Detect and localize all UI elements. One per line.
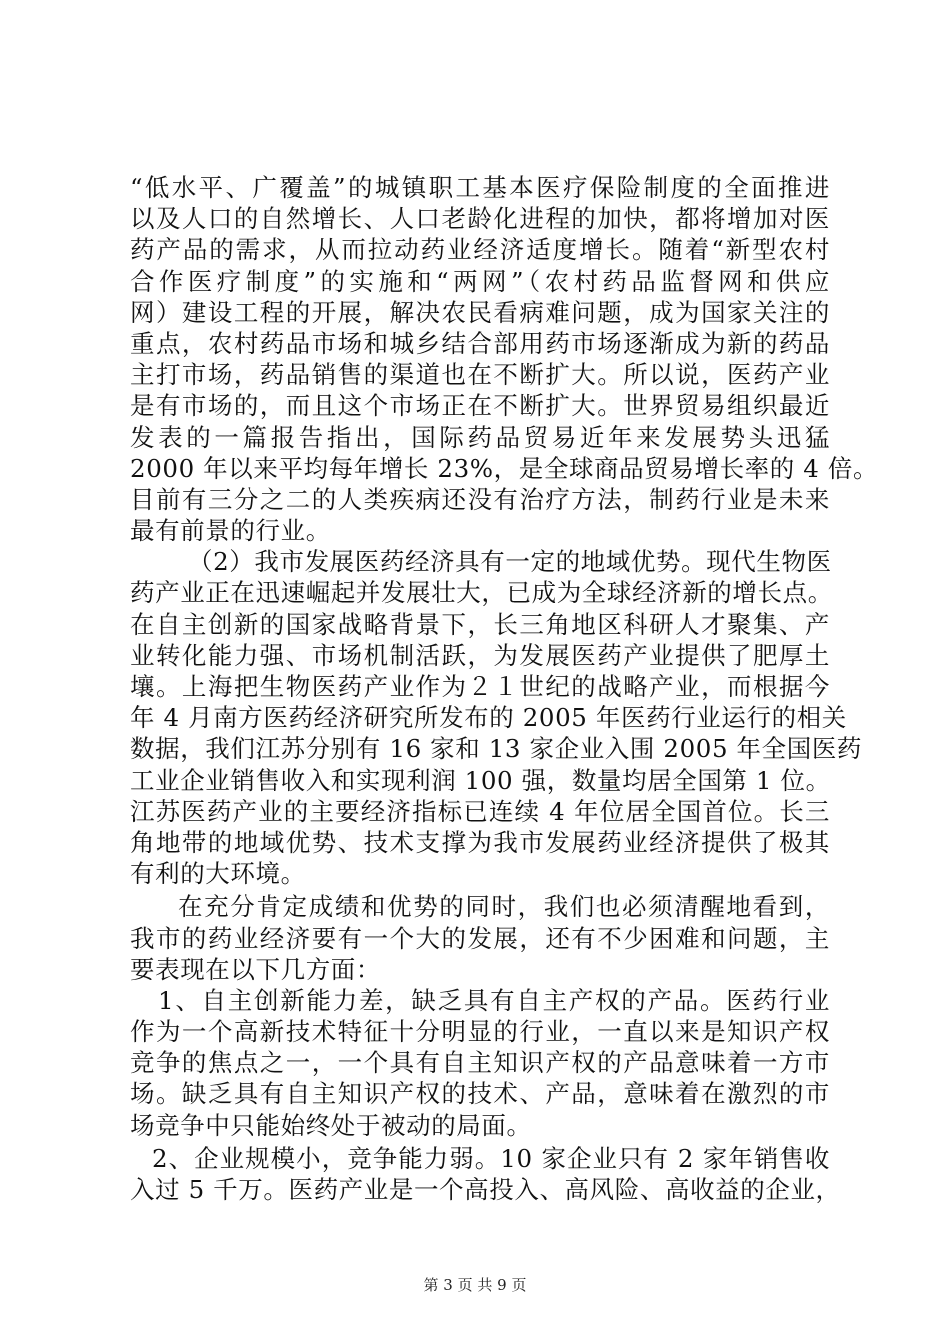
text-line: （2）我市发展医药经济具有一定的地域优势。现代生物医 xyxy=(188,547,832,577)
text-line: 江苏医药产业的主要经济指标已连续 4 年位居全国首位。长三 xyxy=(130,796,830,826)
page-number-footer: 第 3 页 共 9 页 xyxy=(423,1276,527,1294)
paragraph-1 xyxy=(130,172,879,546)
text-line: 场竞争中只能始终处于被动的局面。 xyxy=(130,1110,532,1140)
text-line: 工业企业销售收入和实现利润 100 强，数量均居全国第 1 位。 xyxy=(130,765,831,795)
text-line: 2000 年以来平均每年增长 23%，是全球商品贸易增长率的 4 倍。 xyxy=(130,453,879,483)
paragraph-2 xyxy=(130,546,863,889)
text-line: 网）建设工程的开展，解决农民看病难问题，成为国家关注的 xyxy=(130,297,830,327)
text-line: 有利的大环境。 xyxy=(130,859,306,889)
text-line: 壤。上海把生物医药产业作为２１世纪的战略产业，而根据今 xyxy=(130,672,830,701)
text-line: 在自主创新的国家战略背景下，长三角地区科研人才聚集、产 xyxy=(130,609,830,639)
text-line: 数据，我们江苏分别有 16 家和 13 家企业入围 2005 年全国医药 xyxy=(130,734,863,764)
text-line: 竞争的焦点之一，一个具有自主知识产权的产品意味着一方市 xyxy=(130,1048,830,1078)
paragraph-3 xyxy=(130,891,830,985)
text-line: “低水平、广覆盖”的城镇职工基本医疗保险制度的全面推进 xyxy=(130,173,830,202)
body-text xyxy=(130,172,879,1205)
text-line: 药产业正在迅速崛起并发展壮大，已成为全球经济新的增长点。 xyxy=(130,578,833,608)
text-line: 重点，农村药品市场和城乡结合部用药市场逐渐成为新的药品 xyxy=(130,328,830,358)
text-line: 年 4 月南方医药经济研究所发布的 2005 年医药行业运行的相关 xyxy=(130,703,847,733)
text-line: 以及人口的自然增长、人口老龄化进程的加快，都将增加对医 xyxy=(130,204,830,234)
text-line: 场。缺乏具有自主知识产权的技术、产品，意味着在激烈的市 xyxy=(130,1079,830,1109)
text-line: 2、企业规模小，竞争能力弱。10 家企业只有 2 家年销售收 xyxy=(152,1143,830,1173)
text-line: 1、自主创新能力差，缺乏具有自主产权的产品。医药行业 xyxy=(158,985,830,1015)
text-line: 药产品的需求，从而拉动药业经济适度增长。随着“新型农村 xyxy=(130,235,830,265)
text-line: 在充分肯定成绩和优势的同时，我们也必须清醒地看到， xyxy=(178,892,830,922)
paragraph-4 xyxy=(130,985,830,1141)
text-line: 业转化能力强、市场机制活跃，为发展医药产业提供了肥厚土 xyxy=(130,640,830,670)
paragraph-5 xyxy=(130,1143,841,1205)
text-line: 主打市场，药品销售的渠道也在不断扩大。所以说，医药产业 xyxy=(130,360,830,390)
text-line: 目前有三分之二的人类疾病还没有治疗方法，制药行业是未来 xyxy=(130,484,830,514)
text-line: 是有市场的，而且这个市场正在不断扩大。世界贸易组织最近 xyxy=(130,391,830,421)
text-line: 角地带的地域优势、技术支撑为我市发展药业经济提供了极其 xyxy=(130,827,830,857)
text-line: 发表的一篇报告指出，国际药品贸易近年来发展势头迅猛 xyxy=(130,422,830,452)
text-line: 我市的药业经济要有一个大的发展，还有不少困难和问题，主 xyxy=(130,923,830,953)
text-line: 作为一个高新技术特征十分明显的行业，一直以来是知识产权 xyxy=(130,1017,830,1047)
text-line: 入过 5 千万。医药产业是一个高投入、高风险、高收益的企业， xyxy=(130,1175,841,1204)
text-line: 最有前景的行业。 xyxy=(130,516,331,546)
text-line: 要表现在以下几方面： xyxy=(130,954,381,984)
text-line: 合作医疗制度”的实施和“两网”（农村药品监督网和供应 xyxy=(130,266,830,296)
